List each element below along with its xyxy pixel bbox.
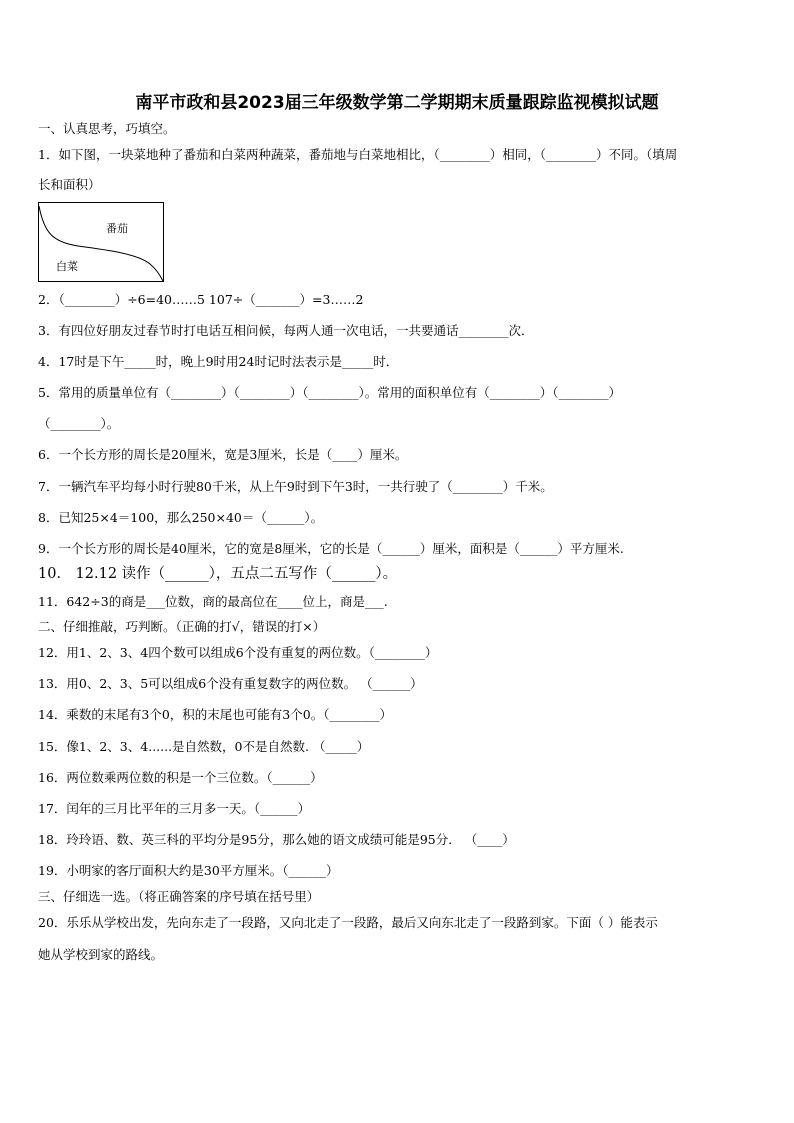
question-1-line-2: 长和面积） [38,177,101,192]
cabbage-label: 白菜 [56,260,78,273]
question-7: 7．一辆汽车平均每小时行驶80千米，从上午9时到下午3时，一共行驶了（________）千米。 [38,479,553,494]
page-title: 南平市政和县2023届三年级数学第二学期期末质量跟踪监视模拟试题 [135,93,659,113]
question-3: 3．有四位好朋友过春节时打电话互相问候，每两人通一次电话，一共要通话________次． [38,323,534,338]
question-19: 19．小明家的客厅面积大约是30平方厘米。（______） [38,863,339,878]
question-20-line-2: 她从学校到家的路线。 [38,947,164,962]
section-2-heading: 二、仔细推敲，巧判断。（正确的打√，错误的打×） [38,619,326,634]
section-3-heading: 三、仔细选一选。（将正确答案的序号填在括号里） [38,889,320,904]
question-4: 4．17时是下午_____时，晚上9时用24时记时法表示是_____时． [38,354,399,369]
section-1-heading: 一、认真思考，巧填空。 [38,121,176,136]
question-20-line-1: 20．乐乐从学校出发，先向东走了一段路，又向北走了一段路，最后又向东北走了一段路到家。下面（ ）能表示 [38,915,658,930]
question-1-line-1: 1．如下图，一块菜地种了番茄和白菜两种蔬菜，番茄地与白菜地相比，（________）相同，（________）不同。（填周 [38,147,678,162]
question-18: 18．玲玲语、数、英三科的平均分是95分，那么她的语文成绩可能是95分． （____） [38,832,515,847]
question-15: 15．像1、2、3、4......是自然数，0不是自然数. （_____） [38,739,370,754]
question-2: 2．（________）÷6=40……5 107÷（_______）=3……2 [38,292,364,307]
question-13: 13．用0、2、3、5可以组成6个没有重复数字的两位数。 （______） [38,676,423,691]
question-9: 9．一个长方形的周长是40厘米，它的宽是8厘米，它的长是（______）厘米，面积是（______）平方厘米. [38,541,624,556]
question-17: 17．闰年的三月比平年的三月多一天。（______） [38,801,311,816]
question-14: 14．乘数的末尾有3个0，积的末尾也可能有3个0。（________） [38,707,392,722]
question-5-line-2: （________）。 [38,416,120,431]
vegetable-field-figure [38,202,164,282]
question-6: 6．一个长方形的周长是20厘米，宽是3厘米，长是（____）厘米。 [38,447,408,462]
question-10: 10． 12.12 读作（______），五点二五写作（______）。 [38,566,398,582]
question-5-line-1: 5．常用的质量单位有（________）（________）（________）。常用的面积单位有（________）（________） [38,385,621,400]
question-8: 8．已知25×4＝100，那么250×40＝（______）。 [38,510,324,525]
question-16: 16．两位数乘两位数的积是一个三位数。（______） [38,770,323,785]
question-12: 12．用1、2、3、4四个数可以组成6个没有重复的两位数。（________） [38,645,438,660]
tomato-label: 番茄 [106,222,128,235]
question-11: 11．642÷3的商是___位数，商的最高位在____位上，商是___. [38,594,388,609]
